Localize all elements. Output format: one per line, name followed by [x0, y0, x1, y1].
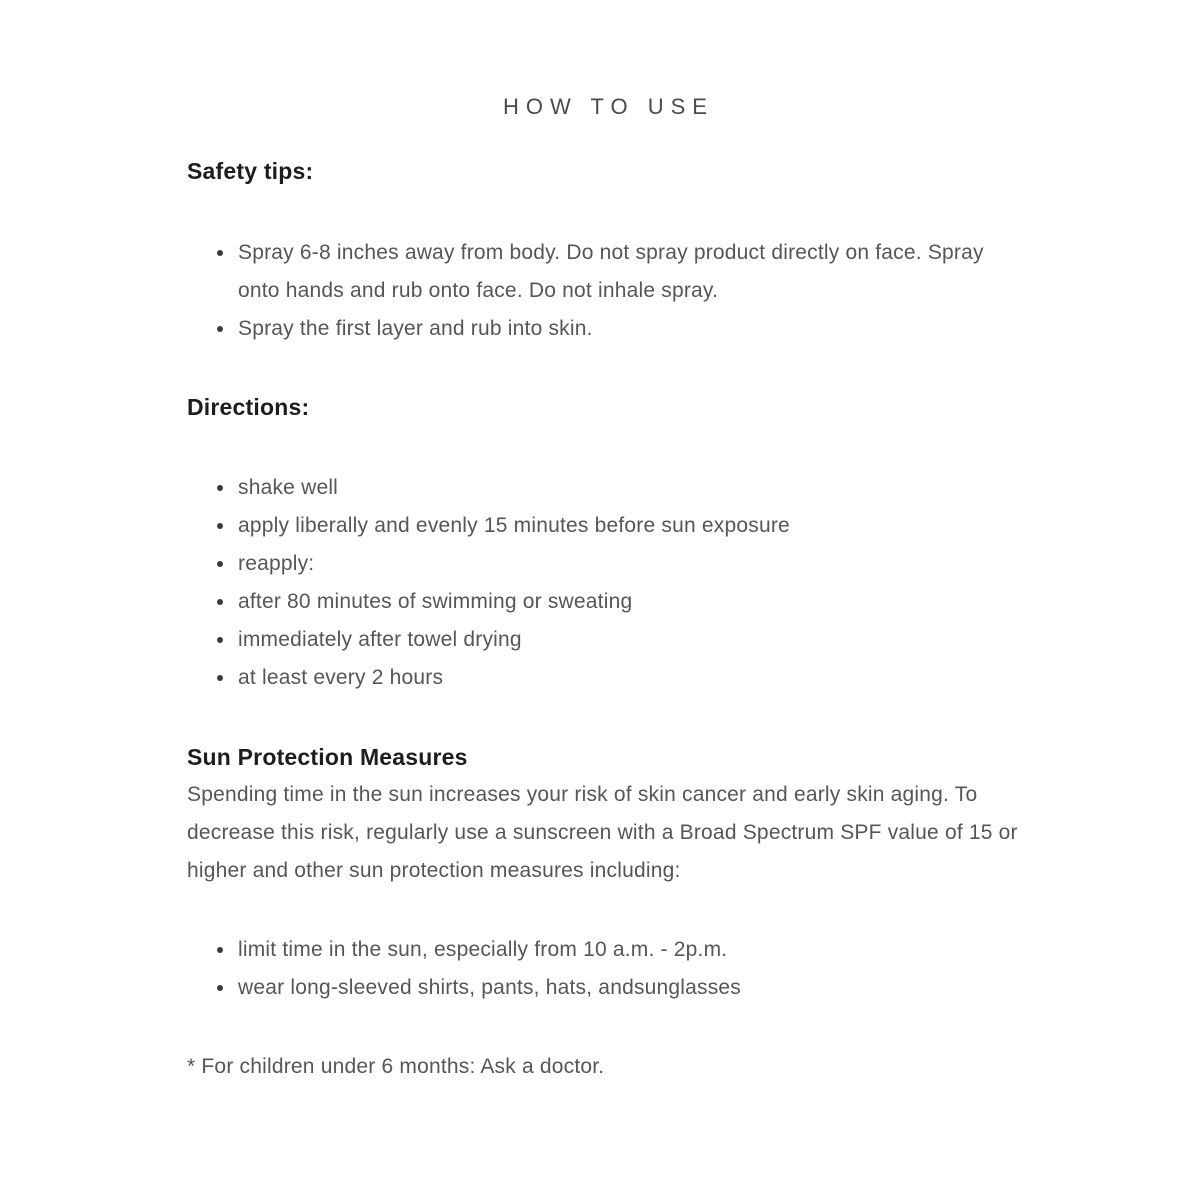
section-sun-protection: [187, 738, 1030, 1007]
bullet-item: Spray 6-8 inches away from body. Do not spray product directly on face. Spray onto hands and rub onto face. Do not inhale spray.: [215, 234, 1030, 310]
bullet-item: at least every 2 hours: [215, 659, 1030, 697]
page-title: HOW TO USE: [503, 94, 714, 119]
section-directions: [187, 388, 1030, 697]
bullet-item: immediately after towel drying: [215, 621, 1030, 659]
bullet-item: apply liberally and evenly 15 minutes before sun exposure: [215, 507, 1030, 545]
sun-protection-paragraph: Spending time in the sun increases your risk of skin cancer and early skin aging. To decrease this risk, regularly use a sunscreen with a Broad Spectrum SPF value of 15 or higher and other sun protection measures including:: [187, 783, 1018, 882]
bullet-item: shake well: [215, 469, 1030, 507]
bullet-item: after 80 minutes of swimming or sweating: [215, 583, 1030, 621]
bullet-item: wear long-sleeved shirts, pants, hats, andsunglasses: [215, 969, 1030, 1007]
footnote: * For children under 6 months: Ask a doctor.: [187, 1055, 605, 1078]
safety-tips-list: [187, 234, 1030, 348]
section-safety-tips: [187, 152, 1030, 348]
bullet-item: limit time in the sun, especially from 10 a.m. - 2p.m.: [215, 931, 1030, 969]
sun-protection-heading: Sun Protection Measures: [187, 744, 468, 770]
bullet-item: Spray the first layer and rub into skin.: [215, 310, 1030, 348]
sun-protection-list: [187, 931, 1030, 1007]
directions-heading: Directions:: [187, 394, 310, 420]
directions-list: [187, 469, 1030, 697]
safety-tips-heading: Safety tips:: [187, 158, 314, 184]
bullet-item: reapply:: [215, 545, 1030, 583]
